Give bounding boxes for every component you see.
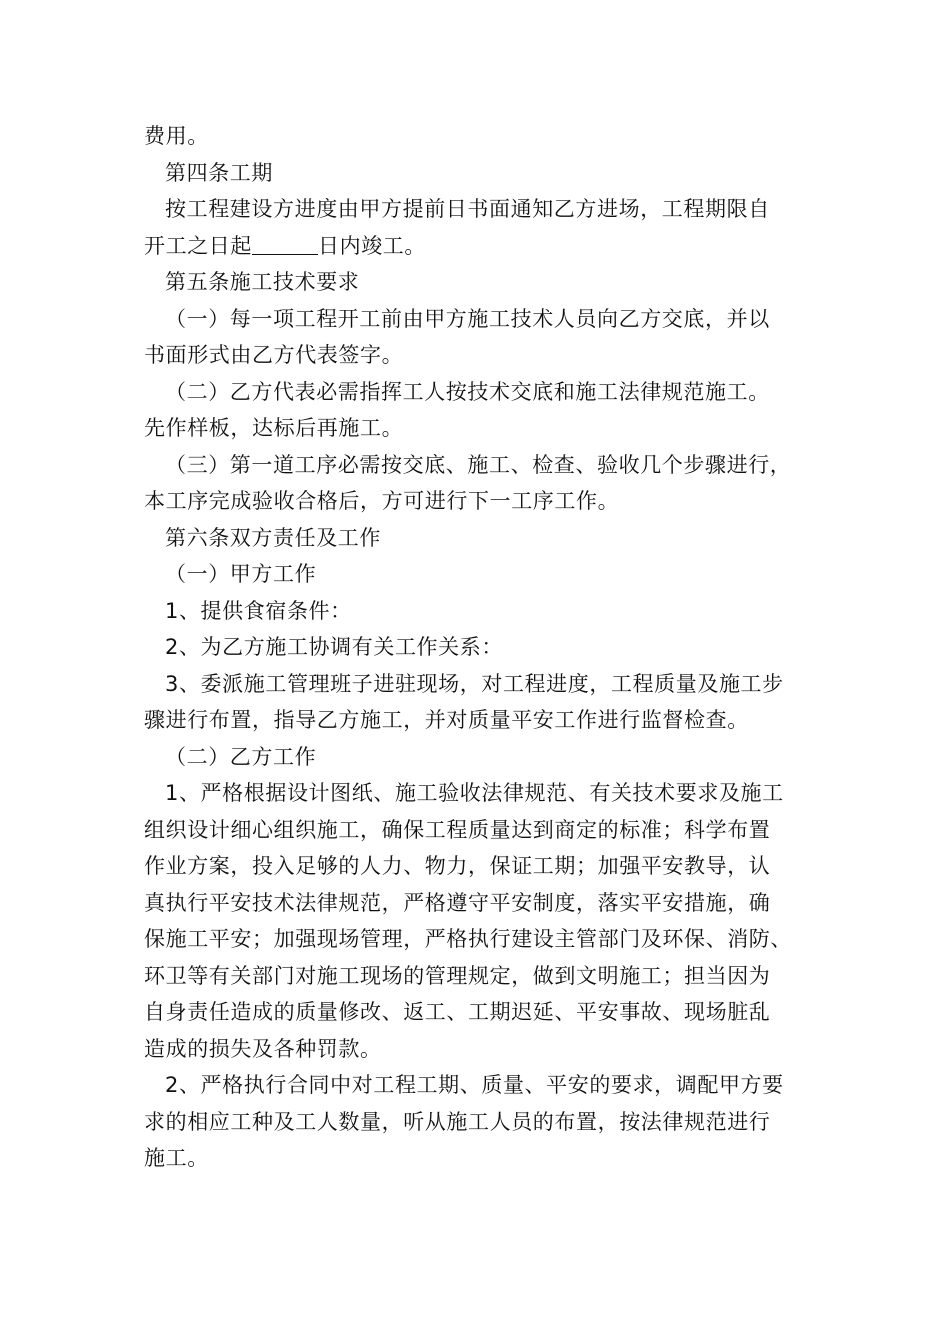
text-segment: 开工之日起: [144, 233, 252, 258]
text-line: 自身责任造成的质量修改、返工、工期迟延、平安事故、现场脏乱: [144, 1000, 771, 1024]
text-line: 施工。: [144, 1146, 209, 1170]
list-item: 1、提供食宿条件：: [165, 598, 352, 623]
section-heading-article-5: 第五条施工技术要求: [165, 270, 360, 294]
text-line: 书面形式由乙方代表签字。: [144, 343, 404, 367]
list-item: 3、委派施工管理班子进驻现场，对工程进度，工程质量及施工步: [165, 671, 784, 696]
fill-in-blank: [252, 234, 318, 255]
contract-body-text: [144, 118, 809, 1177]
text-line: 求的相应工种及工人数量，听从施工人员的布置，按法律规范进行: [144, 1109, 771, 1134]
text-line: 组织设计细心组织施工，确保工程质量达到商定的标准；科学布置: [144, 817, 771, 842]
text-line: 作业方案，投入足够的人力、物力，保证工期；加强平安教导，认: [144, 854, 771, 878]
text-line: 造成的损失及各种罚款。: [144, 1036, 382, 1061]
text-line: 环卫等有关部门对施工现场的管理规定，做到文明施工；担当因为: [144, 963, 771, 988]
text-line: 骤进行布置，指导乙方施工，并对质量平安工作进行监督检查。: [144, 708, 749, 732]
text-line-with-blank: [144, 228, 809, 265]
text-segment: 日内竣工。: [318, 233, 426, 258]
list-item: 2、严格执行合同中对工程工期、质量、平安的要求，调配甲方要: [165, 1073, 784, 1097]
list-item: 1、严格根据设计图纸、施工验收法律规范、有关技术要求及施工: [165, 781, 784, 805]
text-line: 按工程建设方进度由甲方提前日书面通知乙方进场，工程期限自: [165, 197, 770, 221]
text-line: （一）每一项工程开工前由甲方施工技术人员向乙方交底，并以: [165, 306, 770, 331]
text-line: （二）乙方代表必需指挥工人按技术交底和施工法律规范施工。: [165, 379, 770, 404]
text-line: 费用。: [144, 124, 209, 148]
text-line: 保施工平安；加强现场管理，严格执行建设主管部门及环保、消防、: [144, 927, 792, 951]
section-heading-article-6: 第六条双方责任及工作: [165, 525, 381, 550]
text-line: 先作样板，达标后再施工。: [144, 416, 404, 440]
subsection-heading: （二）乙方工作: [165, 744, 317, 769]
text-line: 真执行平安技术法律规范，严格遵守平安制度，落实平安措施，确: [144, 890, 771, 915]
list-item: 2、为乙方施工协调有关工作关系：: [165, 635, 503, 659]
text-line: 本工序完成验收合格后，方可进行下一工序工作。: [144, 489, 620, 513]
section-heading-article-4: 第四条工期: [165, 160, 273, 185]
subsection-heading: （一）甲方工作: [165, 562, 317, 586]
text-line: （三）第一道工序必需按交底、施工、检查、验收几个步骤进行，: [165, 452, 792, 477]
